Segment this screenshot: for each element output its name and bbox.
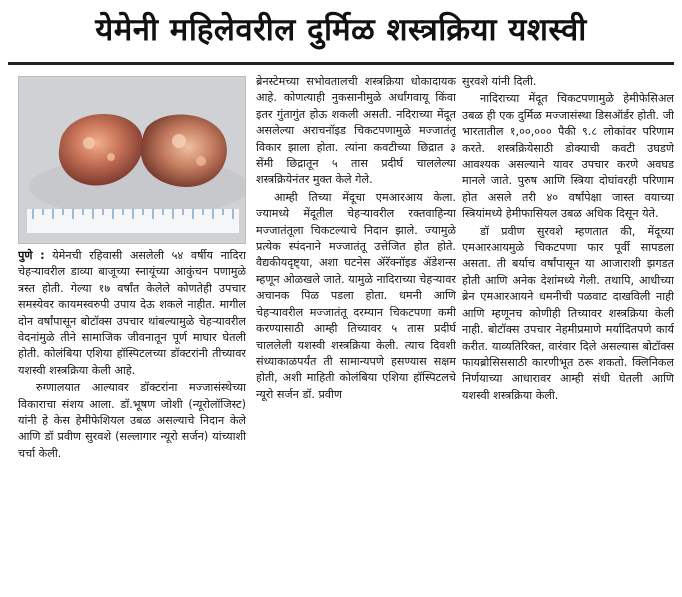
paragraph [462,91,674,222]
paragraph [256,190,456,403]
paragraph-text: येमेनची रहिवासी असलेली ५४ वर्षीय नादिरा चेहऱ्यावरील डाव्या बाजूच्या स्नायूंच्या आकुंचन पणामुळे त्रस्त होती. गेल्या १७ वर्षांत केलेले कोणतेही उपचार समस्येवर कायमस्वरुपी उपाय देऊ शकले नाहीत. मागील दोन वर्षांपासून बोटॉक्स उपचार थांबल्यामुळे चेहऱ्यावरील वेदनांमुळे तीने सामाजिक जीवनातून पूर्ण माघार घेतली होती. कोलंबिया एशिया हॉस्पिटलच्या डॉक्टरांनी तीच्यावर यशस्वी शस्त्रक्रिया केली आहे. [18,249,246,377]
paragraph-text: सुरवशे यांनी दिली. [462,75,537,88]
article-column-1 [18,248,246,592]
article-column-3 [462,74,674,592]
headline: येमेनी महिलेवरील दुर्मिळ शस्त्रक्रिया यशस्वी [95,12,587,48]
article-column-2 [256,74,456,592]
paragraph [18,248,246,379]
dateline: पुणे [18,249,33,262]
specimen-photo-icon [19,77,245,243]
paragraph-text: नादिराच्या मेंदूत चिकटपणामुळे हेमीफेसिअल उबळ ही एक दुर्मिळ मज्जासंस्था डिसऑर्डर होती. जी भारतातील १,००,००० पैकी ९.८ लोकांवर परिणाम करते. शस्त्रक्रियेसाठी डोक्याची कवटी उघडणे आवश्यक असल्याने यावर उपचार करणे अवघड मानले जाते. पुरुष आणि स्त्रिया दोघांवरही परिणाम होत असले तरी ४० वर्षांपेक्षा जास्त वयाच्या स्त्रियांमध्ये हेमीफासियल उबळ अधिक दिसून येते. [462,92,674,221]
paragraph-text: आम्ही तिच्या मेंदूचा एमआरआय केला. ज्यामध्ये मेंदूतील चेहऱ्यावरील रक्तवाहिन्या मज्जातंतूला चिकटल्याचे निदान झाले. ज्यामुळे प्रत्येक स्पंदनाने मज्जातंतू उत्तेजित होत होते. वैद्यकीयदृष्ट्या, अशा घटनेस ॲरॅक्नॉइड ॲडेशन्स म्हणून ओळखले जाते. यामुळे नादिराच्या चेहऱ्यावर अचानक पिळ पडला होता. धमनी आणि चेहऱ्यावरील मज्जातंतू दरम्यान चिकटपणा कमी करण्यासाठी आम्ही तिच्यावर ५ तास प्रदीर्घ चाललेली यशस्वी शस्त्रक्रिया केली. त्याच दिवशी संध्याकाळपर्यंत ती सामान्यपणे हसण्यास सक्षम होती, अशी माहिती कोलंबिया एशिया हॉस्पिटलचे न्यूरो सर्जन डॉ. प्रवीण [256,190,456,401]
dateline-separator: : [40,249,45,262]
paragraph-text: ब्रेनस्टेमच्या सभोवतालची शस्त्रक्रिया धोकादायक आहे. कोणत्याही नुकसानीमुळे अर्धांगवायू किंवा इतर गुंतागुंत होऊ शकली असती. नदिराच्या मेंदूत असलेल्या अराचनॉइड चिकटपणामुळे मज्जातंतू विकार झाला होता. त्यांना कवटीच्या छिद्रात ३ सेंमी छिद्रातून ५ तास प्रदीर्घ चाललेल्या शस्त्रक्रियेनंतर मुक्त केले गेले. [256,75,456,187]
paragraph [462,224,674,404]
specimen-photo [18,76,246,244]
paragraph-text: रुग्णालयात आल्यावर डॉक्टरांना मज्जासंस्थेच्या विकाराचा संशय आला. डॉ.भूषण जोशी (न्यूरोलॉजिस्ट) यांनी हे केस हेमीफेशियल उबळ असल्याचे निदान केले आणि डॉ प्रवीण सुरवशे (सल्लागार न्यूरो सर्जन) यांच्याशी चर्चा केली. [18,381,246,460]
headline-rule [8,62,674,65]
paragraph [256,74,456,189]
paragraph [462,74,674,90]
paragraph-text: डॉ प्रवीण सुरवशे म्हणतात की, मेंदूच्या एमआरआयमुळे चिकटपणा फार पूर्वी सापडला असता. ती बर्याच वर्षांपासून या आजाराशी झगडत होती आणि अनेक देशांमध्ये गेली. तथापि, आधीच्या ब्रेन एमआरआयने धमनीची पळवाट दाखविली नाही आणि म्हणूनच कोणीही तिच्यावर शस्त्रक्रिया केली नाही. बोटॉक्स उपचार नेहमीप्रमाणे मर्यादितपणे कार्य करीत. याव्यतिरिक्त, वारंवार दिले असल्यास बोटॉक्स फायब्रोसिससाठी कारणीभूत ठरू शकतो. क्लिनिकल निर्णयाच्या आधारावर आम्ही संधी घेतली आणि यशस्वी शस्त्रक्रिया केली. [462,224,674,402]
paragraph [18,380,246,462]
